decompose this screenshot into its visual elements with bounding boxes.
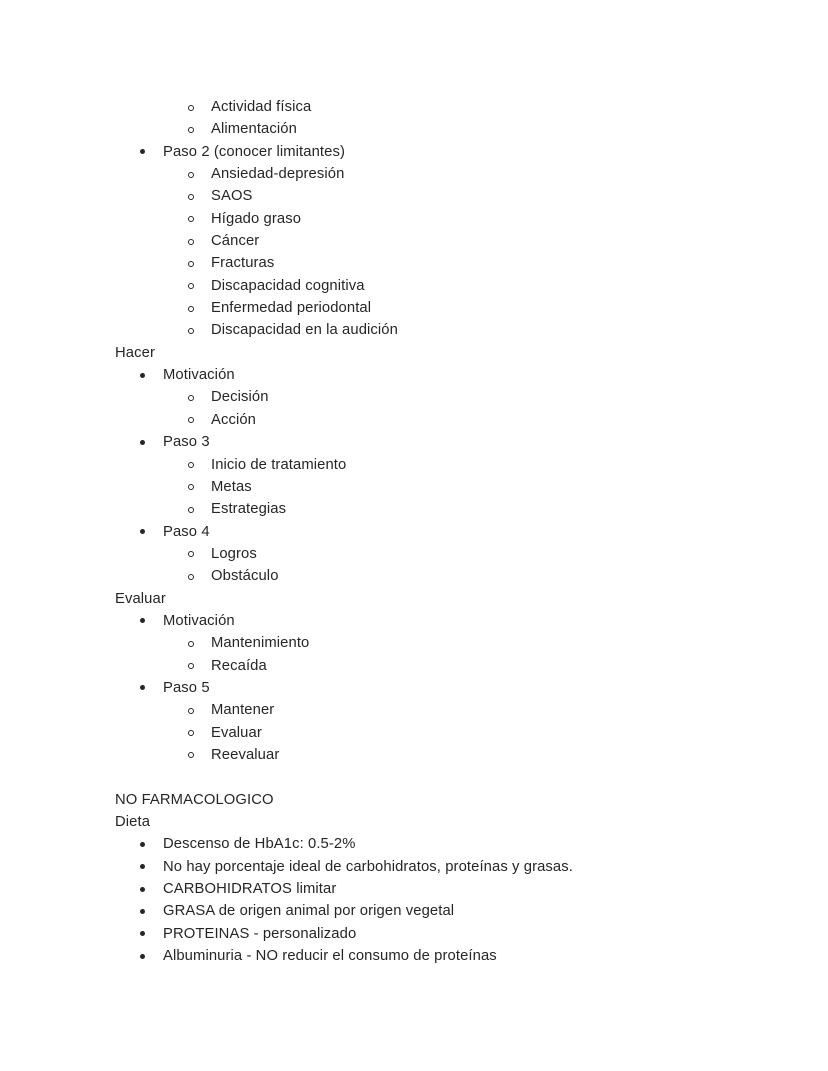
list-item [115, 833, 775, 855]
list-item [115, 722, 775, 744]
line-text: Obstáculo [211, 568, 279, 585]
list-item [115, 454, 775, 476]
list-item [115, 521, 775, 543]
list-item [115, 141, 775, 163]
list-item [115, 96, 775, 118]
list-item [115, 565, 775, 587]
bullet-circle-icon [188, 551, 194, 557]
list-item [115, 386, 775, 408]
line-text: Logros [211, 545, 257, 562]
list-item [115, 610, 775, 632]
bullet-disc-icon [140, 864, 145, 869]
list-item [115, 275, 775, 297]
list-item [115, 900, 775, 922]
bullet-circle-icon [188, 105, 194, 111]
line-text: Paso 3 [163, 434, 210, 451]
bullet-disc-icon [140, 529, 145, 534]
line-text: Dieta [115, 814, 151, 830]
bullet-circle-icon [188, 239, 194, 245]
list-item [115, 744, 775, 766]
list-item [115, 677, 775, 699]
list-item [115, 230, 775, 252]
line-text: Paso 4 [163, 523, 210, 540]
line-text: Discapacidad en la audición [211, 322, 398, 339]
line-text: Recaída [211, 657, 267, 674]
list-item [115, 878, 775, 900]
list-item [115, 319, 775, 341]
line-text: Descenso de HbA1c: 0.5-2% [163, 836, 356, 853]
line-text: Paso 2 (conocer limitantes) [163, 143, 345, 160]
paragraph-line [115, 588, 775, 610]
bullet-circle-icon [188, 730, 194, 736]
line-text: GRASA de origen animal por origen vegetal [163, 903, 455, 920]
bullet-disc-icon [140, 842, 145, 847]
bullet-circle-icon [188, 641, 194, 647]
paragraph-line [115, 342, 775, 364]
list-item [115, 118, 775, 140]
bullet-circle-icon [188, 708, 194, 714]
list-item [115, 185, 775, 207]
list-item [115, 632, 775, 654]
bullet-disc-icon [140, 618, 145, 623]
bullet-disc-icon [140, 931, 145, 936]
line-text: Inicio de tratamiento [211, 456, 347, 473]
blank-line [115, 766, 775, 788]
bullet-circle-icon [188, 261, 194, 267]
bullet-disc-icon [140, 909, 145, 914]
line-text: Hacer [115, 344, 155, 361]
bullet-disc-icon [140, 373, 145, 378]
line-text: Acción [211, 411, 257, 428]
bullet-circle-icon [188, 484, 194, 490]
line-text: Alimentación [211, 121, 297, 138]
list-item [115, 476, 775, 498]
bullet-disc-icon [140, 440, 145, 445]
line-text: Paso 5 [163, 679, 210, 696]
line-text: Cáncer [211, 233, 260, 250]
bullet-circle-icon [188, 172, 194, 178]
line-text: Motivación [163, 367, 235, 384]
paragraph-line [115, 789, 775, 811]
bullet-circle-icon [188, 216, 194, 222]
bullet-circle-icon [188, 283, 194, 289]
bullet-circle-icon [188, 752, 194, 758]
line-text: PROTEINAS - personalizado [163, 925, 357, 942]
list-item [115, 431, 775, 453]
list-item [115, 297, 775, 319]
list-item [115, 498, 775, 520]
list-item [115, 208, 775, 230]
line-text: Albuminuria - NO reducir el consumo de proteínas [163, 948, 497, 965]
paragraph-line [115, 811, 775, 833]
line-text: Hígado graso [211, 210, 302, 227]
bullet-circle-icon [188, 663, 194, 669]
bullet-disc-icon [140, 887, 145, 892]
list-item [115, 409, 775, 431]
bullet-disc-icon [140, 954, 145, 959]
line-text: Motivación [163, 612, 235, 629]
line-text: Actividad física [211, 99, 312, 115]
line-text: Evaluar [115, 590, 166, 607]
list-item [115, 699, 775, 721]
line-text: Mantenimiento [211, 635, 310, 652]
bullet-circle-icon [188, 395, 194, 401]
list-item [115, 252, 775, 274]
bullet-circle-icon [188, 194, 194, 200]
bullet-circle-icon [188, 574, 194, 580]
document-content [115, 96, 775, 967]
line-text: Evaluar [211, 724, 262, 741]
list-item [115, 923, 775, 945]
bullet-circle-icon [188, 462, 194, 468]
list-item [115, 945, 775, 967]
line-text: Fracturas [211, 255, 275, 272]
line-text: Discapacidad cognitiva [211, 277, 365, 294]
bullet-disc-icon [140, 685, 145, 690]
bullet-circle-icon [188, 328, 194, 334]
bullet-circle-icon [188, 417, 194, 423]
bullet-disc-icon [140, 149, 145, 154]
line-text: No hay porcentaje ideal de carbohidratos, proteínas y grasas. [163, 858, 573, 875]
line-text: Reevaluar [211, 746, 280, 763]
line-text: NO FARMACOLOGICO [115, 791, 274, 808]
list-item [115, 364, 775, 386]
line-text: CARBOHIDRATOS limitar [163, 881, 337, 898]
bullet-circle-icon [188, 306, 194, 312]
line-text: Ansiedad-depresión [211, 166, 345, 183]
list-item [115, 163, 775, 185]
line-text: Metas [211, 478, 252, 495]
bullet-circle-icon [188, 507, 194, 513]
list-item [115, 856, 775, 878]
line-text: Enfermedad periodontal [211, 300, 372, 317]
bullet-circle-icon [188, 127, 194, 133]
list-item [115, 655, 775, 677]
list-item [115, 543, 775, 565]
line-text: Estrategias [211, 501, 287, 518]
line-text: Mantener [211, 702, 275, 719]
line-text: SAOS [211, 188, 253, 205]
line-text: Decisión [211, 389, 269, 406]
